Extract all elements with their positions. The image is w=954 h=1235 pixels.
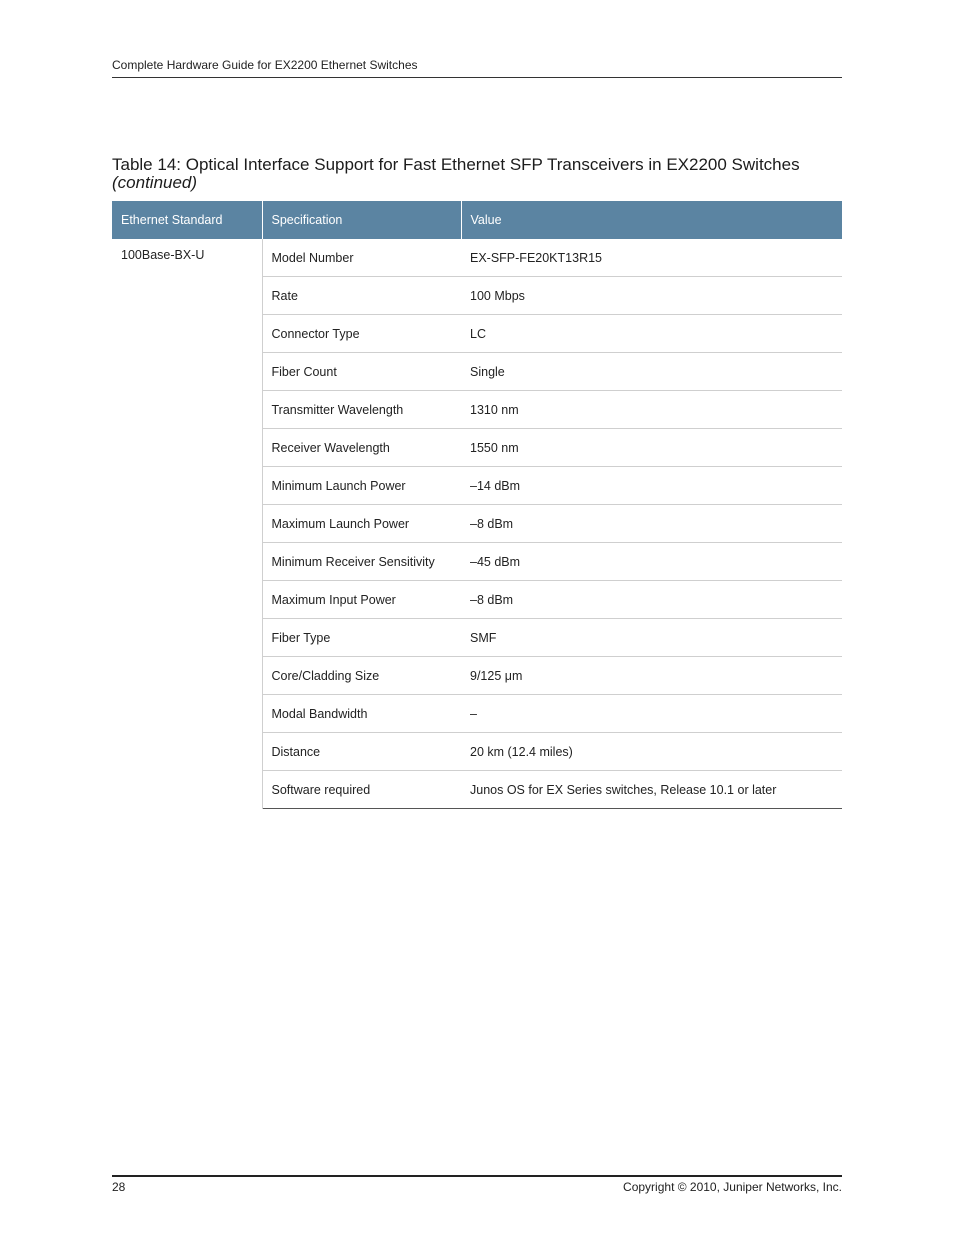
value-cell: 20 km (12.4 miles) xyxy=(461,733,842,771)
specification-cell: Model Number xyxy=(262,239,461,277)
value-cell: – xyxy=(461,695,842,733)
table-title xyxy=(112,156,842,192)
value-cell: –14 dBm xyxy=(461,467,842,505)
table-title-continued: (continued) xyxy=(112,173,198,192)
value-cell: LC xyxy=(461,315,842,353)
value-cell: Junos OS for EX Series switches, Release 10.1 or later xyxy=(461,771,842,809)
copyright-notice: Copyright © 2010, Juniper Networks, Inc. xyxy=(623,1180,842,1194)
specification-cell: Fiber Type xyxy=(262,619,461,657)
page-footer xyxy=(112,1175,842,1194)
specification-cell: Connector Type xyxy=(262,315,461,353)
specification-cell: Minimum Launch Power xyxy=(262,467,461,505)
specification-cell: Minimum Receiver Sensitivity xyxy=(262,543,461,581)
specification-cell: Software required xyxy=(262,771,461,809)
value-cell: EX-SFP-FE20KT13R15 xyxy=(461,239,842,277)
column-header-specification: Specification xyxy=(262,201,461,239)
table-row xyxy=(112,239,842,277)
table-header-row xyxy=(112,201,842,239)
column-header-value: Value xyxy=(461,201,842,239)
specification-cell: Modal Bandwidth xyxy=(262,695,461,733)
specification-cell: Receiver Wavelength xyxy=(262,429,461,467)
value-cell: –8 dBm xyxy=(461,581,842,619)
ethernet-standard-cell: 100Base-BX-U xyxy=(112,239,262,809)
table-body xyxy=(112,239,842,809)
value-cell: 9/125 μm xyxy=(461,657,842,695)
specification-cell: Maximum Input Power xyxy=(262,581,461,619)
value-cell: –45 dBm xyxy=(461,543,842,581)
specification-cell: Transmitter Wavelength xyxy=(262,391,461,429)
specification-cell: Rate xyxy=(262,277,461,315)
value-cell: 100 Mbps xyxy=(461,277,842,315)
value-cell: 1310 nm xyxy=(461,391,842,429)
specification-cell: Core/Cladding Size xyxy=(262,657,461,695)
table-title-main: Table 14: Optical Interface Support for Fast Ethernet SFP Transceivers in EX2200 Switches xyxy=(112,155,800,174)
value-cell: Single xyxy=(461,353,842,391)
specification-cell: Distance xyxy=(262,733,461,771)
value-cell: SMF xyxy=(461,619,842,657)
value-cell: 1550 nm xyxy=(461,429,842,467)
running-header: Complete Hardware Guide for EX2200 Ethernet Switches xyxy=(112,58,842,78)
specification-cell: Maximum Launch Power xyxy=(262,505,461,543)
page-number: 28 xyxy=(112,1180,126,1194)
value-cell: –8 dBm xyxy=(461,505,842,543)
spec-table xyxy=(112,201,842,809)
column-header-ethernet-standard: Ethernet Standard xyxy=(112,201,262,239)
specification-cell: Fiber Count xyxy=(262,353,461,391)
